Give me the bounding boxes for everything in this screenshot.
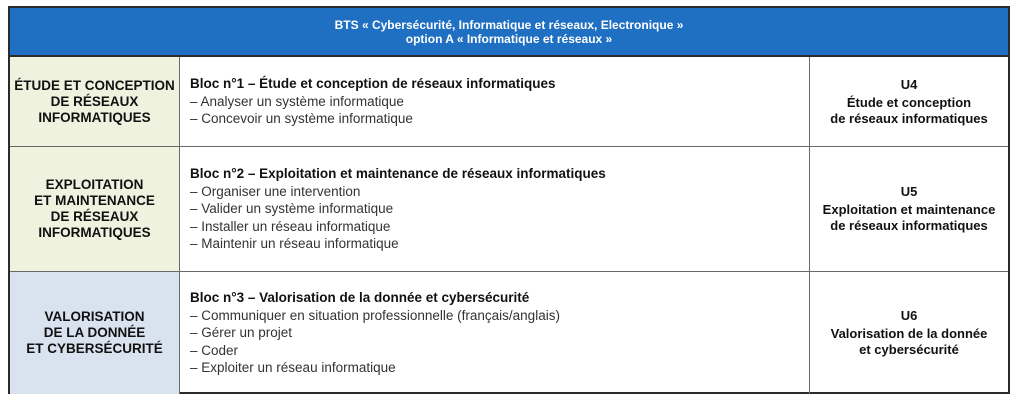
unit-code: U6	[900, 308, 918, 323]
bloc-title: Bloc n°3 – Valorisation de la donnée et cybersécurité	[190, 290, 530, 306]
unit-cell	[810, 57, 1008, 146]
competence-item: – Valider un système informatique	[190, 201, 394, 217]
competence-item: – Installer un réseau informatique	[190, 218, 391, 234]
category-line: ET CYBERSÉCURITÉ	[26, 341, 163, 356]
competence-item: – Analyser un système informatique	[190, 93, 404, 109]
header-subtitle: option A « Informatique et réseaux »	[405, 31, 613, 46]
category-line: ET MAINTENANCE	[34, 193, 155, 208]
competence-item: – Communiquer en situation professionnelle (français/anglais)	[190, 307, 560, 323]
category-line: ÉTUDE ET CONCEPTION	[14, 77, 175, 93]
category-line: INFORMATIQUES	[38, 225, 151, 240]
header-title: BTS « Cybersécurité, Informatique et réseaux, Electronique »	[334, 17, 684, 32]
category-line: INFORMATIQUES	[38, 109, 151, 125]
category-line: DE LA DONNÉE	[43, 325, 146, 340]
competence-item: – Coder	[190, 342, 239, 358]
category-cell	[10, 147, 180, 271]
category-cell	[10, 57, 180, 146]
competence-item: – Maintenir un réseau informatique	[190, 236, 399, 252]
table-row	[10, 147, 1008, 272]
bloc-cell	[180, 57, 810, 146]
competence-item: – Organiser une intervention	[190, 183, 361, 199]
unit-title-line: de réseaux informatiques	[830, 110, 988, 126]
category-line: DE RÉSEAUX	[50, 93, 139, 109]
bts-table	[8, 6, 1010, 394]
category-line: VALORISATION	[44, 309, 145, 324]
table-row	[10, 57, 1008, 147]
unit-code: U4	[900, 76, 918, 92]
bloc-cell	[180, 272, 810, 394]
unit-title-line: Exploitation et maintenance	[822, 202, 996, 217]
competence-item: – Concevoir un système informatique	[190, 111, 413, 127]
bloc-title: Bloc n°1 – Étude et conception de réseaux informatiques	[190, 76, 556, 92]
bloc-title: Bloc n°2 – Exploitation et maintenance de réseaux informatiques	[190, 166, 606, 182]
unit-title-line: et cybersécurité	[859, 342, 959, 357]
competence-item: – Exploiter un réseau informatique	[190, 360, 396, 376]
category-cell	[10, 272, 180, 394]
unit-code: U5	[900, 184, 918, 199]
unit-title-line: Étude et conception	[846, 94, 972, 110]
unit-cell	[810, 147, 1008, 271]
category-line: EXPLOITATION	[45, 177, 144, 192]
bloc-cell	[180, 147, 810, 271]
unit-title-line: de réseaux informatiques	[830, 218, 988, 233]
table-header	[10, 8, 1008, 57]
table-row	[10, 272, 1008, 394]
category-line: DE RÉSEAUX	[50, 209, 139, 224]
competence-item: – Gérer un projet	[190, 325, 293, 341]
unit-title-line: Valorisation de la donnée	[830, 326, 988, 341]
unit-cell	[810, 272, 1008, 394]
